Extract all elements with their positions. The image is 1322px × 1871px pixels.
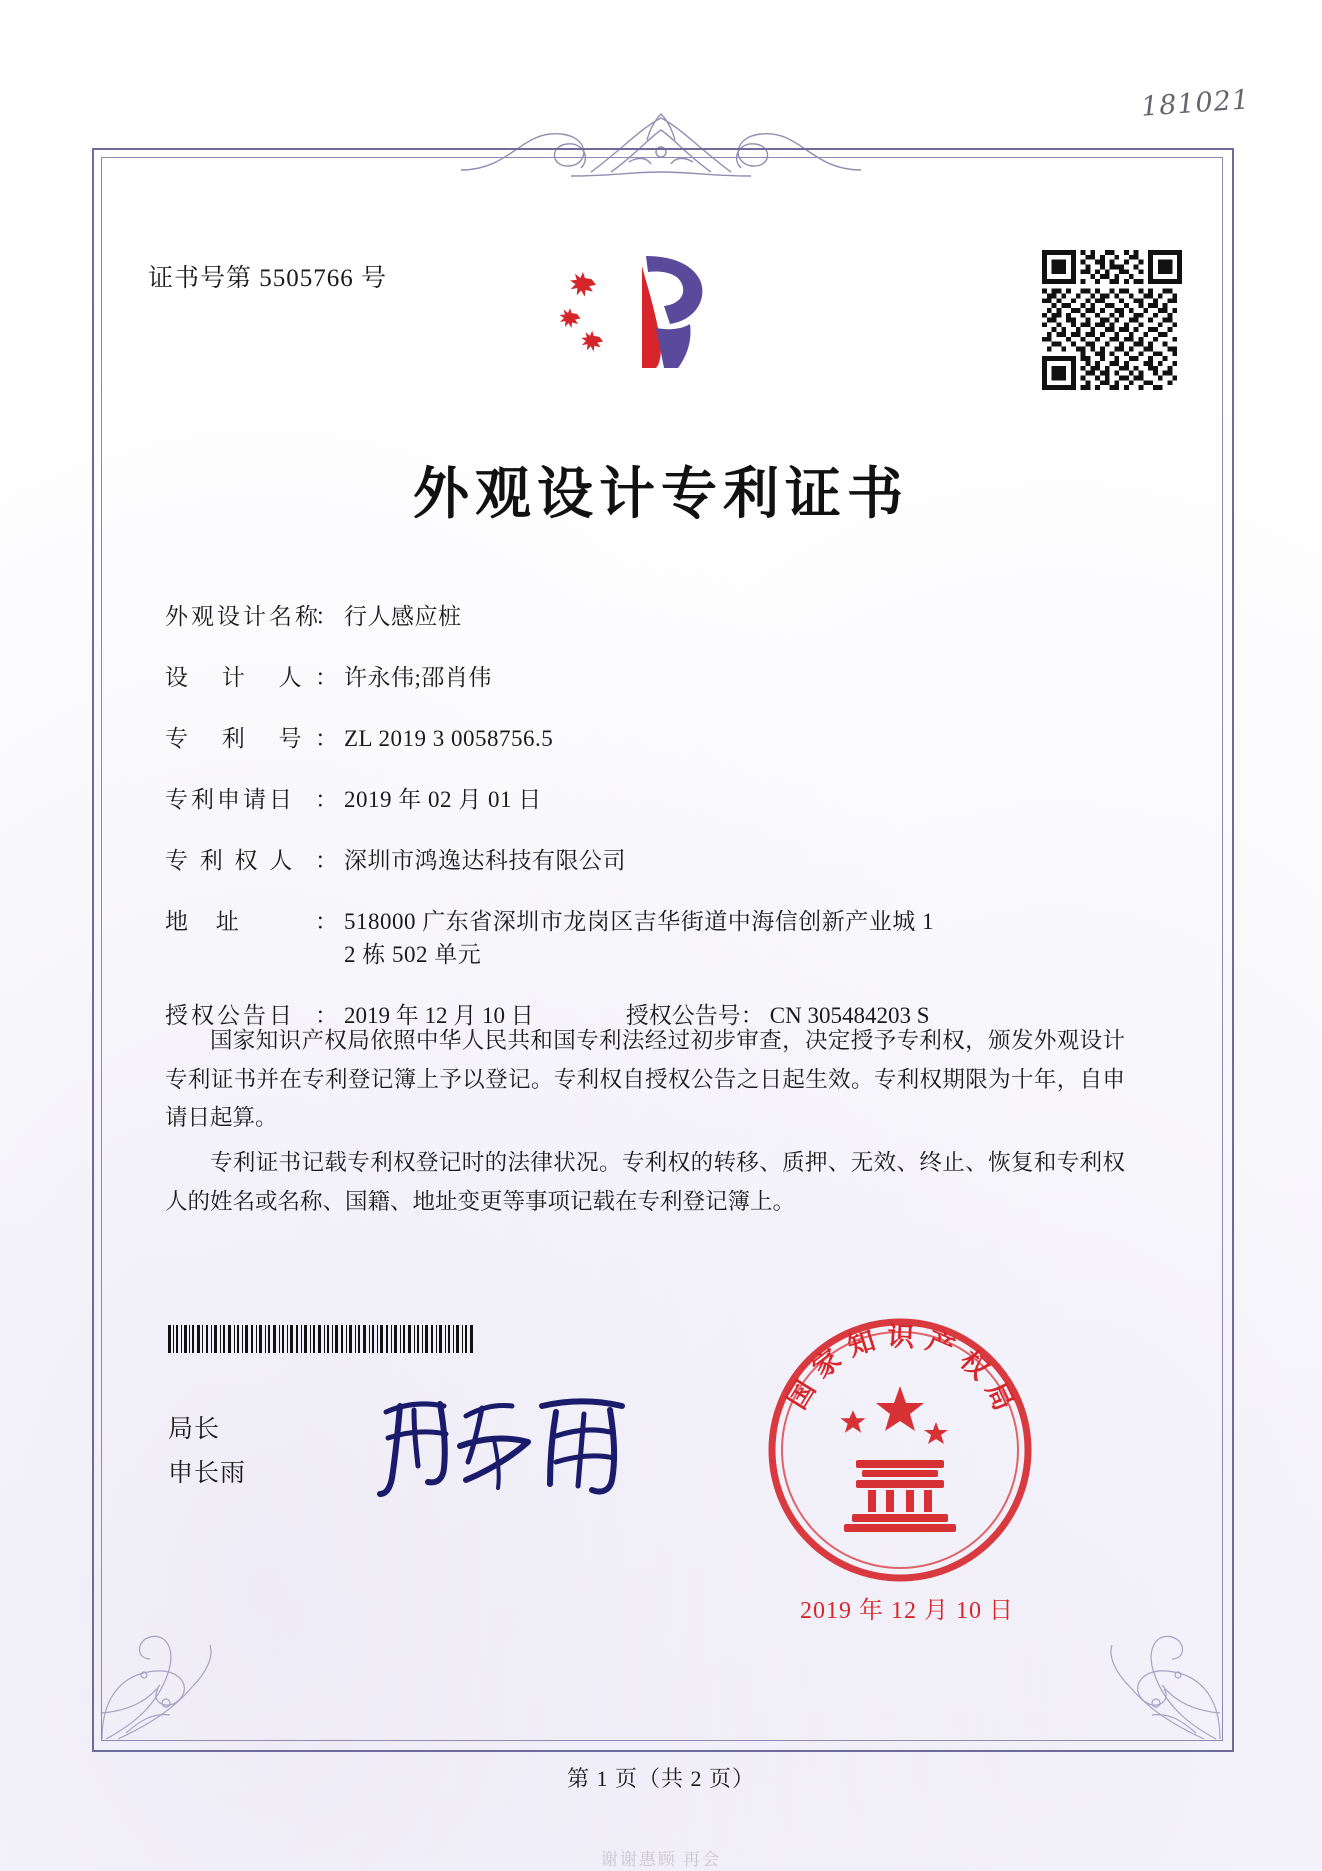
- handwritten-signature: [370, 1382, 660, 1502]
- paragraph-2: 专利证书记载专利权登记时的法律状况。专利权的转移、质押、无效、终止、恢复和专利权人的姓名或名称、国籍、地址变更等事项记载在专利登记簿上。: [165, 1150, 1125, 1214]
- field-patent-number: [165, 727, 1125, 750]
- field-address: [165, 910, 1125, 966]
- field-label: 授权公告日: [165, 1003, 295, 1028]
- director-label: 局长: [168, 1416, 221, 1443]
- field-colon: ：: [740, 1003, 764, 1028]
- field-value: 深圳市鸿逸达科技有限公司: [344, 848, 626, 873]
- field-colon: ：: [315, 1003, 338, 1028]
- field-value: 2019 年 12 月 10 日: [344, 1003, 534, 1028]
- seal-date: 2019 年 12 月 10 日: [800, 1598, 1014, 1624]
- field-label: 地 址: [165, 909, 250, 934]
- field-colon: ：: [315, 726, 338, 751]
- page-footer: 第 1 页（共 2 页）: [566, 1766, 755, 1791]
- field-label: 专 利 号: [165, 726, 316, 751]
- page-title: 外观设计专利证书: [413, 461, 909, 527]
- field-value: [344, 910, 1125, 966]
- field-label: 专 利 权 人: [165, 848, 296, 873]
- ornament-bottom-right-icon: [1056, 1553, 1226, 1743]
- field-colon: ：: [315, 665, 338, 690]
- field-colon: ：: [315, 604, 338, 629]
- field-label: 专利申请日: [165, 787, 295, 812]
- barcode-icon: [168, 1325, 476, 1353]
- handwritten-note: 181021: [1139, 84, 1251, 123]
- field-designer: [165, 666, 1125, 689]
- official-seal: [760, 1310, 1040, 1590]
- address-line-2: 2 栋 502 单元: [344, 942, 482, 967]
- field-colon: ：: [315, 787, 338, 812]
- field-design-name: [165, 605, 1125, 628]
- page-footer-faint: 谢谢惠顾 再会: [600, 1850, 722, 1869]
- signature-block: [168, 1408, 246, 1496]
- field-value: ZL 2019 3 0058756.5: [344, 726, 554, 751]
- field-application-date: [165, 788, 1125, 811]
- director-name: 申长雨: [168, 1459, 247, 1487]
- field-label: 外观设计名称: [165, 604, 321, 629]
- ornament-bottom-left-icon: [96, 1553, 266, 1743]
- field-label: 授权公告号: [625, 1003, 741, 1028]
- field-list: [165, 605, 1125, 1061]
- address-line-1: 518000 广东省深圳市龙岗区吉华街道中海信创新产业城 1: [344, 909, 934, 934]
- field-colon: ：: [315, 909, 338, 934]
- certificate-number: 证书号第 5505766 号: [148, 265, 388, 292]
- field-value: 许永伟;邵肖伟: [344, 665, 492, 690]
- qr-code-icon: [1042, 250, 1182, 390]
- svg-text:国家知识产权局: 国家知识产权局: [781, 1321, 1024, 1425]
- field-value: 行人感应桩: [344, 604, 462, 629]
- field-label: 设 计 人: [165, 665, 316, 690]
- legal-text: [165, 1022, 1125, 1227]
- field-value: CN 305484203 S: [769, 1003, 930, 1028]
- field-patentee: [165, 849, 1125, 872]
- cnipa-logo-icon: [560, 240, 750, 380]
- field-value: 2019 年 02 月 01 日: [344, 787, 542, 812]
- paragraph-1: 国家知识产权局依照中华人民共和国专利法经过初步审查，决定授予专利权，颁发外观设计专利证书并在专利登记簿上予以登记。专利权自授权公告之日起生效。专利权期限为十年，自申请日起算。: [165, 1028, 1125, 1131]
- field-colon: ：: [315, 848, 338, 873]
